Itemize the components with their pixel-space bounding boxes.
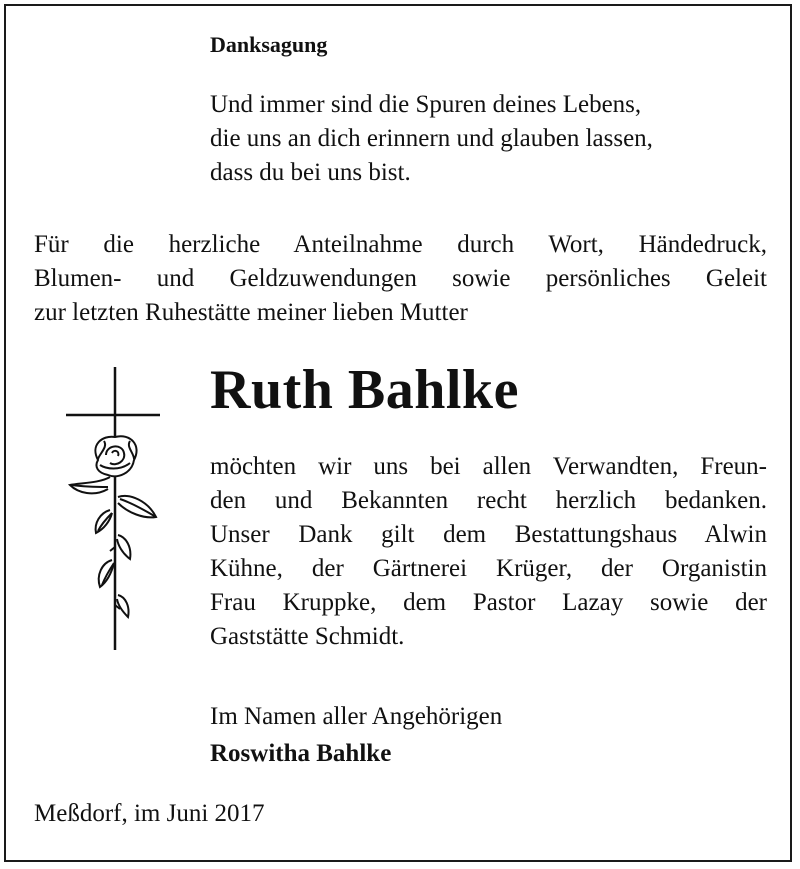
poem-line: die uns an dich erinnern und glauben lassen, xyxy=(210,125,653,152)
poem-line: dass du bei uns bist. xyxy=(210,159,411,186)
thanks-line: Gaststätte Schmidt. xyxy=(210,623,405,650)
thanks-line: Unser Dank gilt dem Bestattungshaus Alwin xyxy=(210,521,767,548)
poem-line: Und immer sind die Spuren deines Lebens, xyxy=(210,91,642,118)
intro-paragraph xyxy=(34,228,767,330)
thanks-paragraph xyxy=(210,450,767,654)
deceased-name: Ruth Bahlke xyxy=(210,359,519,421)
thanks-line: Frau Kruppke, dem Pastor Lazay sowie der xyxy=(210,589,767,616)
intro-line: zur letzten Ruhestätte meiner lieben Mutter xyxy=(34,299,468,326)
intro-line: Für die herzliche Anteilnahme durch Wort, Händedruck, xyxy=(34,231,767,258)
place-date: Meßdorf, im Juni 2017 xyxy=(34,800,265,827)
intro-line: Blumen- und Geldzuwendungen sowie persönliches Geleit xyxy=(34,265,767,292)
thanks-line: Kühne, der Gärtnerei Krüger, der Organistin xyxy=(210,555,767,582)
thanks-line: den und Bekannten recht herzlich bedanken. xyxy=(210,487,767,514)
poem xyxy=(210,88,653,190)
signer-name: Roswitha Bahlke xyxy=(210,740,392,767)
closing-line: Im Namen aller Angehörigen xyxy=(210,703,503,730)
cross-with-rose-icon xyxy=(60,365,170,655)
thanks-line: möchten wir uns bei allen Verwandten, Freun- xyxy=(210,453,767,480)
notice-heading: Danksagung xyxy=(210,32,328,57)
